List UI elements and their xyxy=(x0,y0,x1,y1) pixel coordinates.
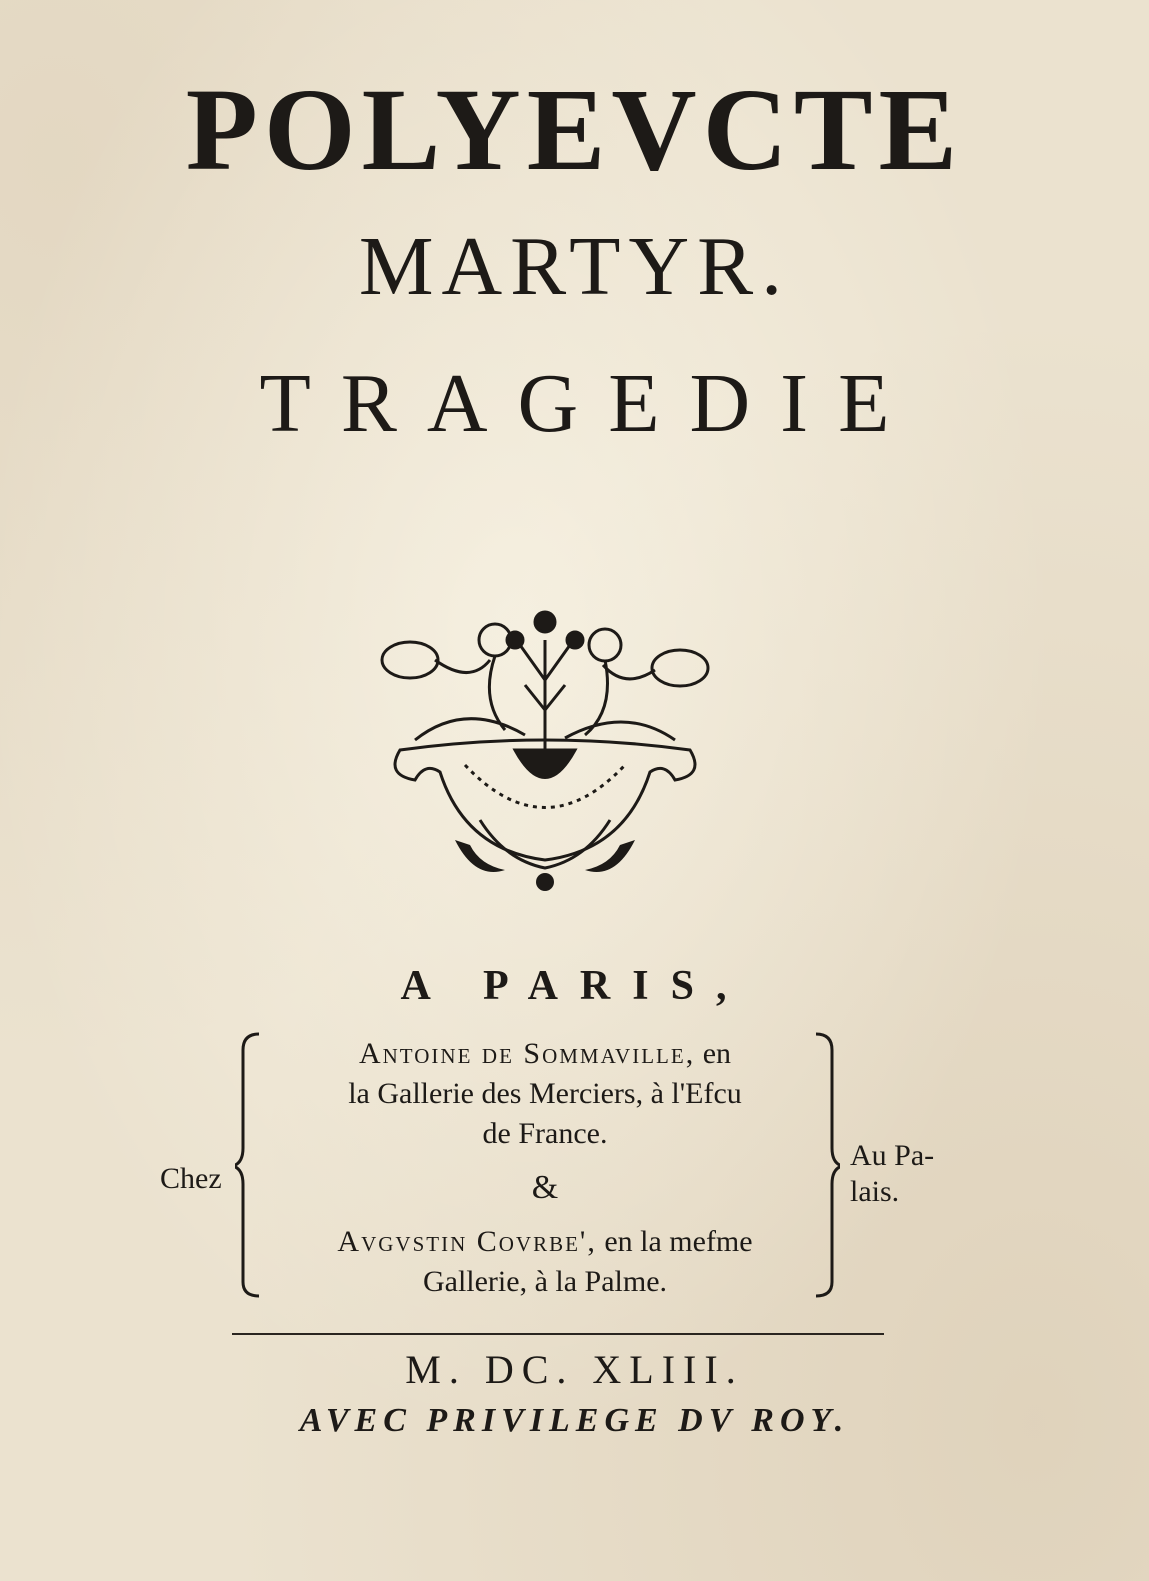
au-palais-line-1: Au Pa- xyxy=(850,1139,935,1172)
au-palais xyxy=(850,1138,934,1210)
printers-device-icon xyxy=(375,600,715,895)
publisher-2-rest: en la mefme xyxy=(604,1225,753,1258)
title-main: POLYEVCTE xyxy=(185,64,964,195)
imprint-city: A PARIS, xyxy=(400,963,749,1009)
royal-privilege: AVEC PRIVILEGE DV ROY. xyxy=(299,1402,850,1439)
ampersand: & xyxy=(531,1169,559,1206)
publisher-2-line-2: Gallerie, à la Palme. xyxy=(422,1265,668,1298)
title-genre: TRAGEDIE xyxy=(259,357,920,450)
publisher-2-line-1 xyxy=(260,1222,830,1262)
title-subtitle: MARTYR. xyxy=(358,220,791,313)
au-palais-line-2: lais. xyxy=(850,1175,900,1208)
publication-year: M. DC. XLIII. xyxy=(405,1347,744,1392)
publisher-1-en: en xyxy=(702,1037,732,1070)
publishers xyxy=(260,1034,830,1302)
publisher-2-name: Avgvstin Covrbe', xyxy=(337,1225,597,1258)
publisher-1-line-3: de France. xyxy=(482,1117,608,1150)
publisher-1-line-1 xyxy=(260,1034,830,1074)
imprint-chez: Chez xyxy=(160,1162,222,1195)
imprint-block xyxy=(150,1030,950,1310)
horizontal-rule xyxy=(232,1333,884,1335)
right-brace-icon xyxy=(810,1030,840,1300)
publisher-1-line-2: la Gallerie des Merciers, à l'Efcu xyxy=(348,1077,742,1110)
publisher-1-name: Antoine de Sommaville, xyxy=(358,1037,696,1070)
